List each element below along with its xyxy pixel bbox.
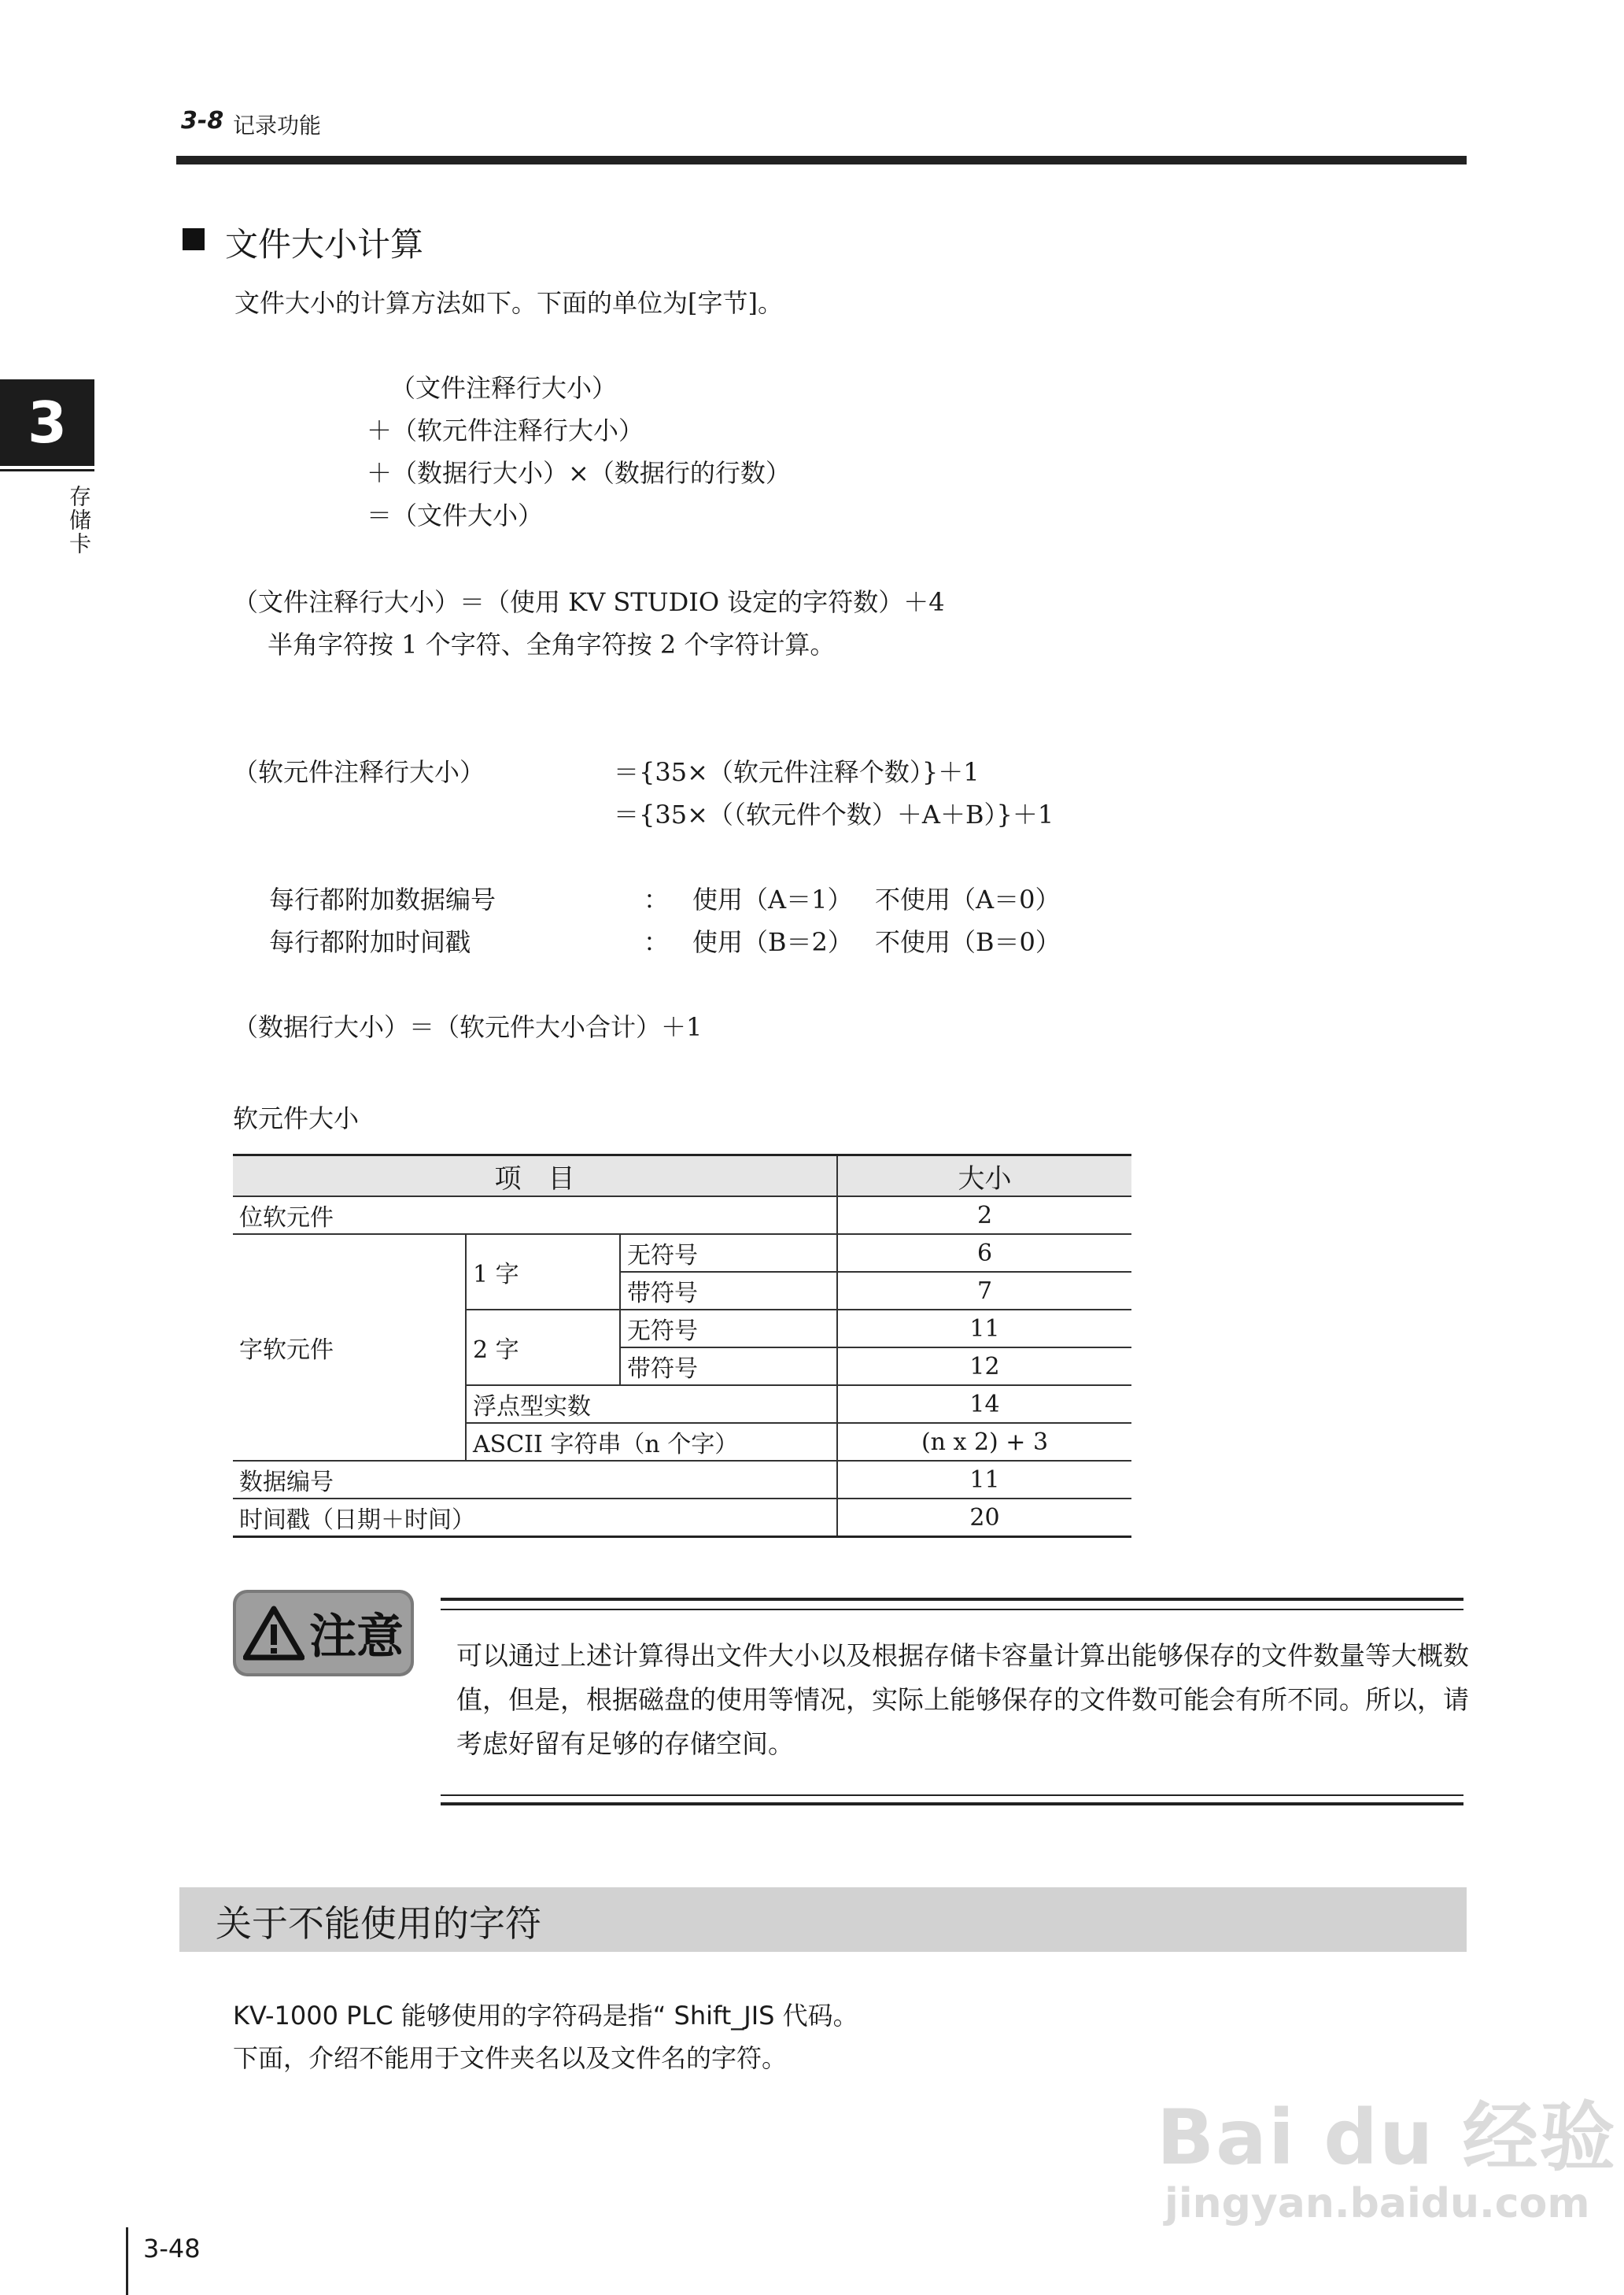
- cell-signed: 带符号: [620, 1272, 837, 1310]
- cell-bit-size: 2: [837, 1196, 1131, 1234]
- footer-rule: [126, 2227, 128, 2295]
- cell-unsigned: 无符号: [620, 1310, 837, 1347]
- section2-line1: KV-1000 PLC 能够使用的字符码是指“ Shift_JIS 代码。: [233, 2001, 858, 2031]
- device-size-table: [233, 1154, 1131, 1538]
- comment-line-formula: （文件注释行大小）＝（使用 KV STUDIO 设定的字符数）＋4: [233, 587, 945, 617]
- cell-unsigned: 无符号: [620, 1234, 837, 1272]
- caution-badge-label: 注意: [309, 1609, 404, 1665]
- formula-line-1: （文件注释行大小）: [390, 373, 618, 403]
- option-colon: ：: [644, 885, 670, 915]
- device-table-caption: 软元件大小: [233, 1103, 360, 1133]
- data-line-formula: （数据行大小）＝（软元件大小合计）＋1: [233, 1012, 703, 1042]
- file-size-intro: 文件大小的计算方法如下。下面的单位为[字节]。: [234, 288, 783, 318]
- cell-data-number-size: 11: [837, 1461, 1131, 1499]
- table-row: [233, 1196, 1131, 1234]
- option-timestamp-nouse: 不使用（B＝0）: [875, 927, 1061, 957]
- chapter-rule: [0, 469, 94, 471]
- caution-top-rule-thin: [441, 1609, 1463, 1610]
- option-timestamp-use: 使用（B＝2）: [692, 927, 853, 957]
- cell-w2-signed-size: 12: [837, 1347, 1131, 1385]
- formula-line-3: ＋（数据行大小）×（数据行的行数）: [367, 458, 791, 488]
- section2-line2: 下面，介绍不能用于文件夹名以及文件名的字符。: [233, 2043, 788, 2073]
- option-data-number-use: 使用（A＝1）: [692, 885, 853, 915]
- file-size-heading: 文件大小计算: [225, 225, 424, 264]
- chapter-number: 3: [0, 379, 94, 466]
- warning-icon: [243, 1606, 304, 1661]
- cell-timestamp-size: 20: [837, 1499, 1131, 1537]
- cell-float: 浮点型实数: [466, 1385, 837, 1423]
- table-row: [233, 1461, 1131, 1499]
- cell-word-device: 字软元件: [233, 1234, 466, 1461]
- section-title: 记录功能: [233, 113, 322, 139]
- cell-ascii: ASCII 字符串（n 个字）: [466, 1423, 837, 1461]
- cell-w1-unsigned-size: 6: [837, 1234, 1131, 1272]
- comment-line-note: 半角字符按 1 个字符、全角字符按 2 个字符计算。: [268, 630, 836, 660]
- formula-line-4: ＝（文件大小）: [367, 501, 544, 530]
- option-timestamp-label: 每行都附加时间戳: [269, 927, 471, 957]
- heading-square-icon: [183, 228, 205, 250]
- section-number: 3-8: [181, 107, 224, 135]
- caution-bottom-rule: [441, 1802, 1463, 1805]
- cell-timestamp: 时间戳（日期＋时间）: [233, 1499, 837, 1537]
- cell-signed: 带符号: [620, 1347, 837, 1385]
- cell-float-size: 14: [837, 1385, 1131, 1423]
- cell-ascii-size: (n x 2) + 3: [837, 1423, 1131, 1461]
- caution-badge: [233, 1590, 414, 1676]
- chapter-label: 存储卡: [66, 485, 92, 556]
- cell-w2-unsigned-size: 11: [837, 1310, 1131, 1347]
- device-comment-eq1: ＝{35×（软元件注释个数）}＋1: [614, 757, 980, 787]
- header-item: 项 目: [233, 1155, 837, 1197]
- cell-one-word: 1 字: [466, 1234, 620, 1310]
- watermark-logo: Bai du 经验: [1157, 2094, 1617, 2182]
- watermark-url: jingyan.baidu.com: [1164, 2180, 1590, 2227]
- option-data-number-label: 每行都附加数据编号: [269, 885, 496, 915]
- caution-top-rule: [441, 1598, 1463, 1601]
- device-comment-eq2: ＝{35×（（软元件个数）＋A＋B）}＋1: [614, 800, 1054, 830]
- table-row: [233, 1499, 1131, 1537]
- option-data-number-nouse: 不使用（A＝0）: [875, 885, 1061, 915]
- header-size: 大小: [837, 1155, 1131, 1197]
- caution-text: 可以通过上述计算得出文件大小以及根据存储卡容量计算出能够保存的文件数量等大概数值，但是，根据磁盘的使用等情况，实际上能够保存的文件数可能会有所不同。所以，请考虑好留有足够的存储空间。: [456, 1640, 1469, 1759]
- caution-bottom-rule-thin: [441, 1794, 1463, 1796]
- formula-line-2: ＋（软元件注释行大小）: [367, 416, 644, 445]
- device-comment-label: （软元件注释行大小）: [233, 757, 485, 787]
- cell-bit-device: 位软元件: [233, 1196, 837, 1234]
- header-rule: [176, 156, 1467, 164]
- table-row: [233, 1234, 1131, 1272]
- section2-title: 关于不能使用的字符: [216, 1902, 541, 1945]
- option-colon: ：: [644, 927, 670, 957]
- cell-w1-signed-size: 7: [837, 1272, 1131, 1310]
- cell-two-word: 2 字: [466, 1310, 620, 1385]
- table-header-row: [233, 1155, 1131, 1197]
- cell-data-number: 数据编号: [233, 1461, 837, 1499]
- page-number: 3-48: [143, 2234, 201, 2264]
